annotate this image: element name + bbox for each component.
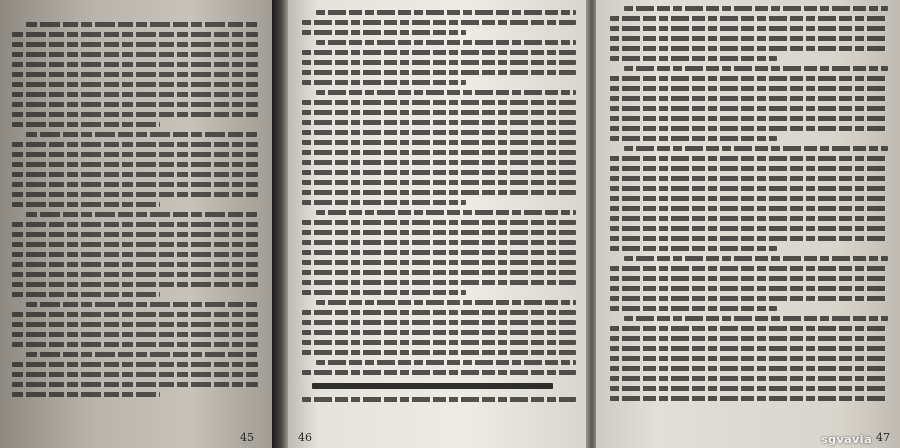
text-line [12, 282, 258, 287]
text-line [12, 62, 258, 67]
text-line [12, 172, 258, 177]
text-line [316, 10, 576, 15]
text-line [12, 92, 258, 97]
text-line [302, 160, 576, 165]
text-line [12, 362, 258, 367]
text-line [610, 246, 777, 251]
text-line [302, 120, 576, 125]
page-middle-text-block [302, 10, 576, 402]
text-line [610, 366, 888, 371]
text-line [624, 316, 888, 321]
text-line [302, 200, 466, 205]
text-line [610, 226, 888, 231]
text-line [316, 40, 576, 45]
text-line [12, 162, 258, 167]
text-line [610, 16, 888, 21]
text-line [12, 102, 258, 107]
text-line [302, 340, 576, 345]
text-line [610, 76, 888, 81]
page-number-middle: 46 [298, 431, 312, 444]
text-line [610, 276, 888, 281]
text-line [12, 32, 258, 37]
heading-line [312, 383, 553, 389]
text-line [610, 376, 888, 381]
text-line [610, 296, 888, 301]
page-right [596, 0, 900, 448]
text-line [12, 222, 258, 227]
text-line [610, 176, 888, 181]
text-line [610, 326, 888, 331]
text-line [302, 270, 576, 275]
text-line [26, 132, 258, 137]
text-line [12, 372, 258, 377]
text-line [12, 342, 258, 347]
text-line [610, 266, 888, 271]
text-line [302, 320, 576, 325]
text-line [610, 286, 888, 291]
text-line [302, 30, 466, 35]
text-line [12, 332, 258, 337]
text-line [610, 166, 888, 171]
text-line [302, 230, 576, 235]
text-line [302, 110, 576, 115]
text-line [26, 22, 258, 27]
text-line [316, 90, 576, 95]
text-line [12, 42, 258, 47]
text-line [302, 180, 576, 185]
text-line [610, 106, 888, 111]
text-line [26, 212, 258, 217]
page-right-text-block [610, 6, 888, 401]
book-gutter-left [272, 0, 288, 448]
text-line [12, 252, 258, 257]
text-line [316, 360, 576, 365]
page-number-left: 45 [240, 431, 254, 444]
text-line [610, 386, 888, 391]
text-line [302, 220, 576, 225]
text-line [302, 290, 466, 295]
text-line [302, 50, 576, 55]
page-left [0, 0, 272, 448]
text-line [12, 272, 258, 277]
text-line [316, 300, 576, 305]
text-line [624, 256, 888, 261]
watermark: sgvavia [821, 433, 872, 446]
text-line [624, 146, 888, 151]
text-line [610, 396, 888, 401]
text-line [610, 306, 777, 311]
text-line [12, 142, 258, 147]
text-line [302, 350, 576, 355]
text-line [302, 250, 576, 255]
text-line [302, 310, 576, 315]
text-line [12, 292, 160, 297]
text-line [12, 52, 258, 57]
text-line [26, 352, 258, 357]
text-line [12, 312, 258, 317]
text-line [12, 112, 258, 117]
text-line [302, 397, 576, 402]
text-line [302, 20, 576, 25]
text-line [302, 100, 576, 105]
text-line [610, 26, 888, 31]
text-line [302, 170, 576, 175]
text-line [610, 46, 888, 51]
text-line [12, 262, 258, 267]
text-line [12, 202, 160, 207]
text-line [12, 152, 258, 157]
text-line [302, 280, 576, 285]
text-line [610, 126, 888, 131]
text-line [12, 242, 258, 247]
text-line [12, 122, 160, 127]
text-line [610, 36, 888, 41]
text-line [12, 322, 258, 327]
text-line [610, 96, 888, 101]
text-line [302, 260, 576, 265]
text-line [624, 6, 888, 11]
text-line [610, 346, 888, 351]
text-line [610, 56, 777, 61]
text-line [302, 130, 576, 135]
text-line [302, 240, 576, 245]
text-line [302, 140, 576, 145]
text-line [610, 116, 888, 121]
text-line [302, 330, 576, 335]
text-line [610, 206, 888, 211]
text-line [302, 370, 576, 375]
text-line [610, 216, 888, 221]
text-line [12, 232, 258, 237]
text-line [624, 66, 888, 71]
text-line [302, 80, 466, 85]
text-line [12, 192, 258, 197]
text-line [610, 336, 888, 341]
page-number-right: 47 [876, 431, 890, 444]
page-left-text-block [12, 22, 258, 397]
text-line [610, 136, 777, 141]
text-line [12, 82, 258, 87]
text-line [610, 356, 888, 361]
text-line [12, 382, 258, 387]
text-line [302, 150, 576, 155]
text-line [26, 302, 258, 307]
text-line [12, 392, 160, 397]
text-line [302, 70, 576, 75]
text-line [12, 182, 258, 187]
text-line [302, 190, 576, 195]
text-line [610, 86, 888, 91]
text-line [12, 72, 258, 77]
text-line [610, 156, 888, 161]
text-line [610, 236, 888, 241]
text-line [316, 210, 576, 215]
text-line [302, 60, 576, 65]
page-middle [288, 0, 588, 448]
text-line [610, 186, 888, 191]
text-line [610, 196, 888, 201]
